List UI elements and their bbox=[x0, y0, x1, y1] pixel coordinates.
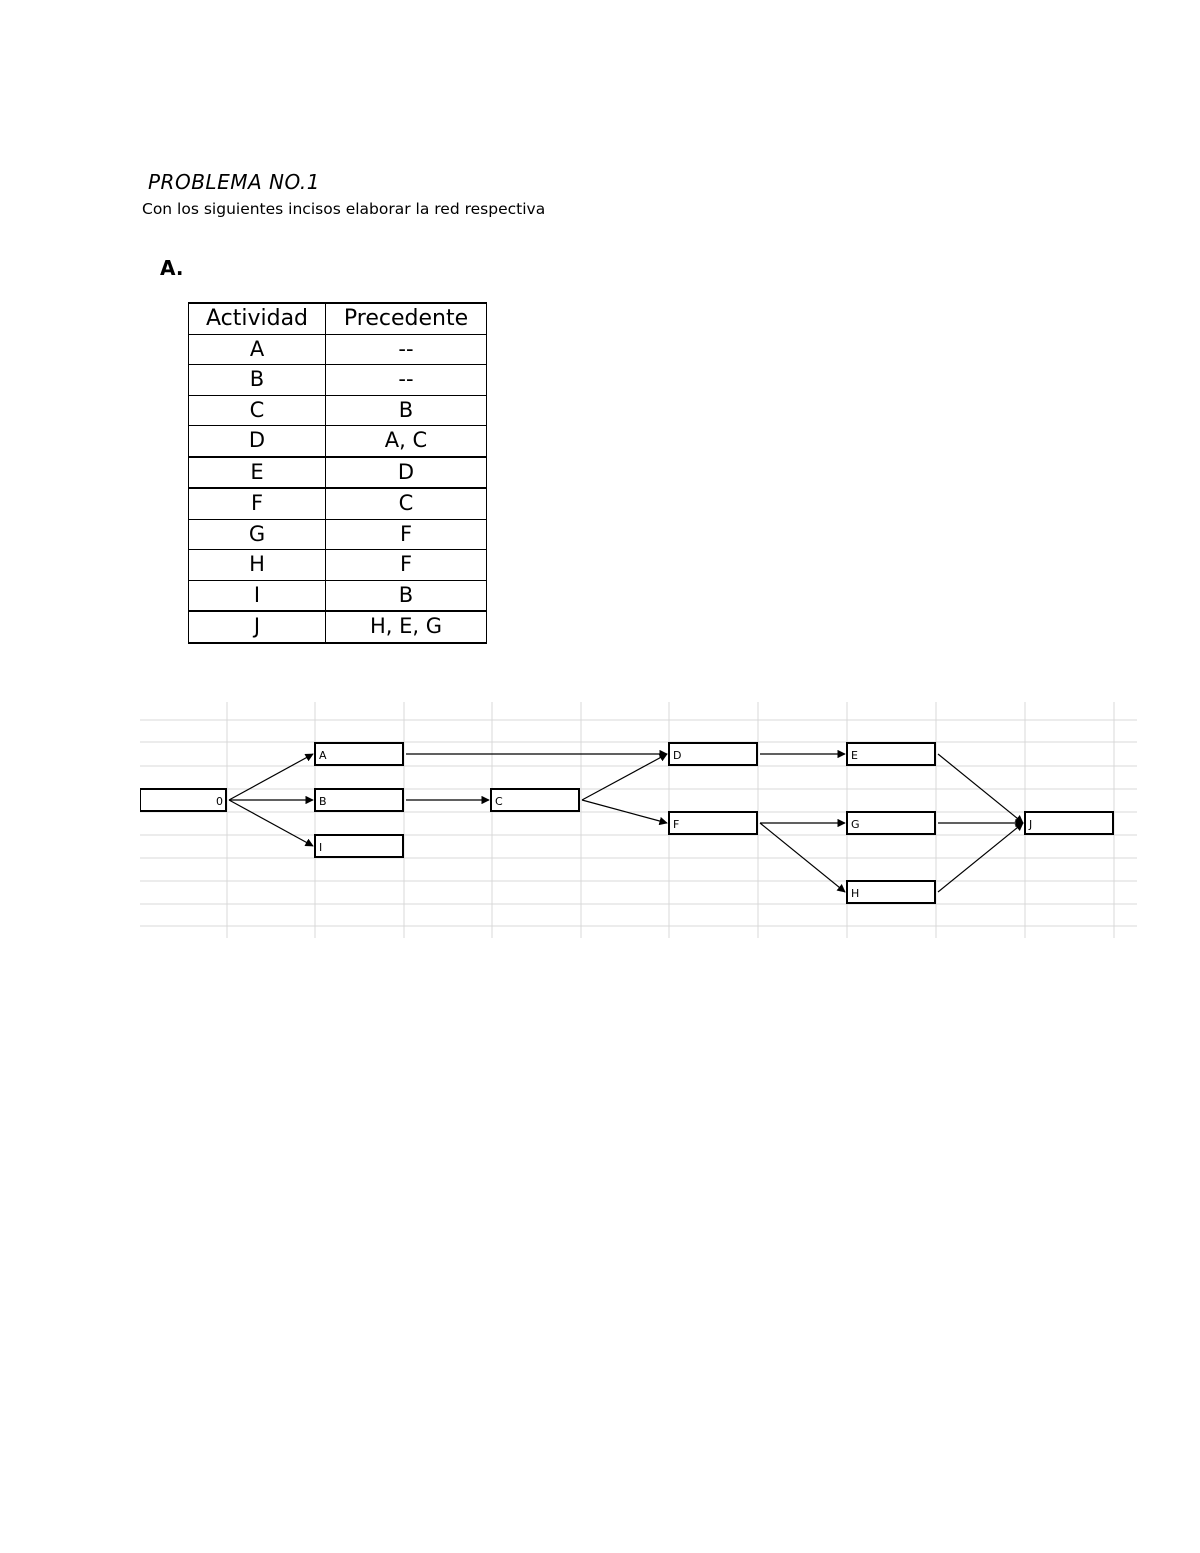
precedente-cell: B bbox=[326, 580, 487, 611]
problem-title: PROBLEMA NO.1 bbox=[148, 170, 320, 194]
table-row bbox=[189, 550, 487, 581]
table-row bbox=[189, 519, 487, 550]
network-node bbox=[847, 743, 935, 765]
problem-instructions: Con los siguientes incisos elaborar la red respectiva bbox=[142, 200, 546, 218]
network-node bbox=[315, 789, 403, 811]
actividad-cell: H bbox=[189, 550, 326, 581]
network-node bbox=[315, 743, 403, 765]
table-row bbox=[189, 611, 487, 643]
precedente-cell: B bbox=[326, 395, 487, 426]
actividad-cell: G bbox=[189, 519, 326, 550]
table-row bbox=[189, 457, 487, 489]
node-label: A bbox=[319, 749, 327, 762]
header-precedente: Precedente bbox=[326, 303, 487, 334]
precedente-cell: -- bbox=[326, 365, 487, 396]
node-label: C bbox=[495, 795, 503, 808]
node-box bbox=[847, 881, 935, 903]
precedente-cell: D bbox=[326, 457, 487, 489]
actividad-cell: J bbox=[189, 611, 326, 643]
node-label: B bbox=[319, 795, 327, 808]
activity-network-diagram bbox=[140, 700, 1140, 940]
network-node bbox=[1025, 812, 1113, 834]
precedence-table bbox=[188, 302, 487, 644]
network-node bbox=[847, 812, 935, 834]
spreadsheet-grid bbox=[140, 702, 1137, 938]
node-box bbox=[140, 789, 226, 811]
table-row bbox=[189, 365, 487, 396]
actividad-cell: F bbox=[189, 488, 326, 519]
header-actividad: Actividad bbox=[189, 303, 326, 334]
edge-arrow-0-A bbox=[229, 754, 313, 800]
node-label: G bbox=[851, 818, 860, 831]
edge-arrow-0-I bbox=[229, 800, 313, 846]
actividad-cell: A bbox=[189, 334, 326, 365]
table-row bbox=[189, 334, 487, 365]
node-box bbox=[491, 789, 579, 811]
network-node bbox=[140, 789, 226, 811]
network-node bbox=[669, 812, 757, 834]
precedente-cell: C bbox=[326, 488, 487, 519]
node-label: H bbox=[851, 887, 860, 900]
node-label: I bbox=[319, 841, 323, 854]
actividad-cell: I bbox=[189, 580, 326, 611]
network-canvas bbox=[140, 700, 1140, 940]
table-row bbox=[189, 488, 487, 519]
network-node bbox=[669, 743, 757, 765]
table-row bbox=[189, 426, 487, 457]
precedente-cell: H, E, G bbox=[326, 611, 487, 643]
precedente-cell: F bbox=[326, 550, 487, 581]
node-box bbox=[669, 743, 757, 765]
table-row bbox=[189, 395, 487, 426]
node-box bbox=[847, 743, 935, 765]
node-box bbox=[1025, 812, 1113, 834]
node-box bbox=[315, 835, 403, 857]
node-label: 0 bbox=[216, 795, 223, 808]
network-node bbox=[847, 881, 935, 903]
node-box bbox=[847, 812, 935, 834]
node-label: J bbox=[1029, 818, 1033, 831]
node-box bbox=[669, 812, 757, 834]
precedente-cell: -- bbox=[326, 334, 487, 365]
section-label: A. bbox=[160, 256, 184, 280]
actividad-cell: D bbox=[189, 426, 326, 457]
actividad-cell: B bbox=[189, 365, 326, 396]
actividad-cell: E bbox=[189, 457, 326, 489]
precedente-cell: A, C bbox=[326, 426, 487, 457]
node-label: E bbox=[851, 749, 858, 762]
actividad-cell: C bbox=[189, 395, 326, 426]
edge-arrow-C-D bbox=[582, 754, 667, 800]
precedente-cell: F bbox=[326, 519, 487, 550]
table-row bbox=[189, 580, 487, 611]
table-header-row bbox=[189, 303, 487, 334]
node-label: D bbox=[673, 749, 682, 762]
network-node bbox=[315, 835, 403, 857]
network-node bbox=[491, 789, 579, 811]
node-box bbox=[315, 789, 403, 811]
node-label: F bbox=[673, 818, 680, 831]
node-box bbox=[315, 743, 403, 765]
